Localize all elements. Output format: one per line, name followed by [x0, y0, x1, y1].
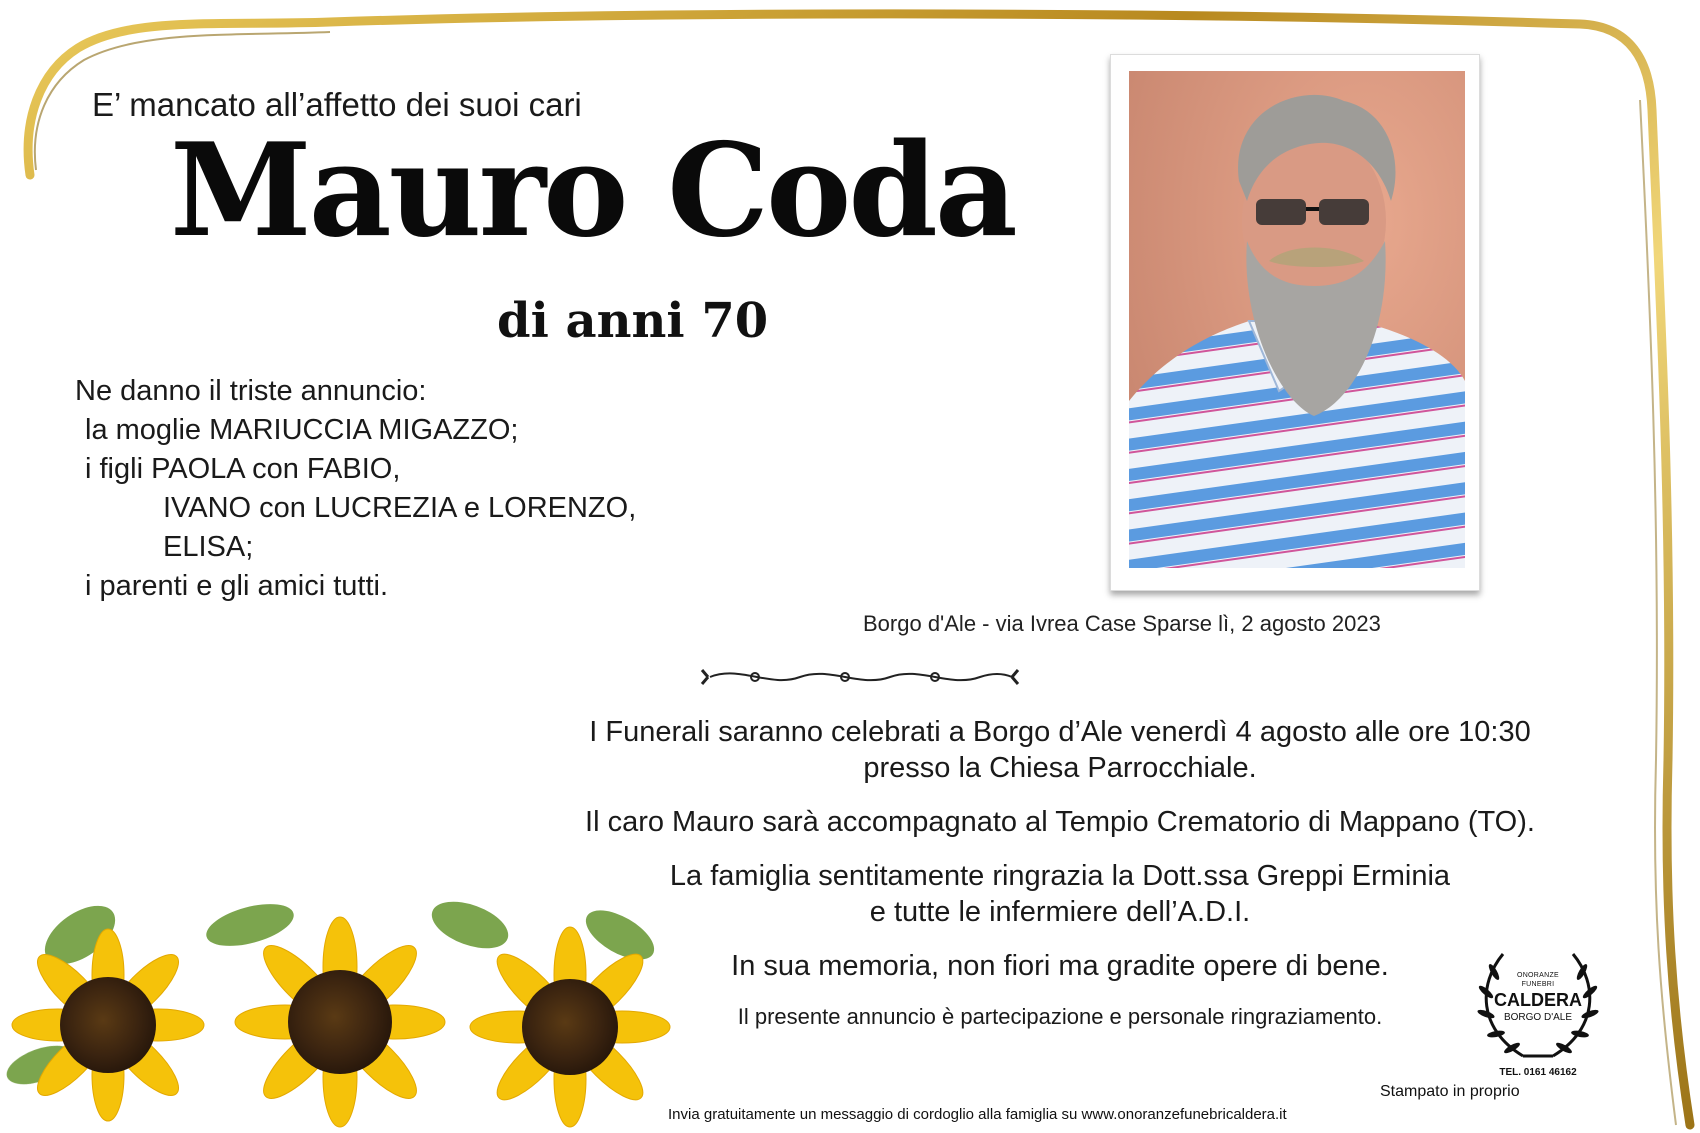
logo-town: BORGO D'ALE [1503, 1012, 1573, 1023]
funeral-line: I Funerali saranno celebrati a Borgo d’Ale venerdì 4 agosto alle ore 10:30 [589, 716, 1531, 748]
disclaimer-line: Il presente annuncio è partecipazione e personale ringraziamento. [737, 1004, 1383, 1029]
deceased-name: Mauro Coda [170, 116, 1015, 266]
sunflower-icon [470, 927, 670, 1127]
deceased-age: di anni 70 [497, 293, 769, 349]
thanks-line: e tutte le infermiere dell’A.D.I. [869, 896, 1251, 928]
sunflower-icon [235, 917, 445, 1127]
logo-brand: CALDERA [1494, 990, 1582, 1010]
printed-note: Stampato in proprio [1380, 1083, 1520, 1100]
family-line: ELISA; [163, 531, 254, 563]
funeral-line: presso la Chiesa Parrocchiale. [863, 752, 1257, 784]
family-line: i figli PAOLA con FABIO, [85, 453, 401, 485]
funeral-home-logo [1468, 944, 1608, 1082]
logo-telephone: TEL. 0161 46162 [1499, 1067, 1577, 1078]
footer-condolence-link-text: Invia gratuitamente un messaggio di cordoglio alla famiglia su www.onoranzefunebricaldera.it [668, 1106, 1287, 1123]
ornament-divider-icon [700, 660, 1020, 694]
family-line: Ne danno il triste annuncio: [75, 375, 427, 407]
logo-line-2: FUNEBRI [1521, 981, 1555, 988]
memory-line: In sua memoria, non fiori ma gradite opere di bene. [731, 950, 1389, 982]
logo-line-1: ONORANZE [1516, 972, 1560, 979]
family-line: i parenti e gli amici tutti. [85, 570, 389, 602]
funeral-notice [520, 714, 1600, 786]
place-and-date: Borgo d'Ale - via Ivrea Case Sparse lì, 2 agosto 2023 [863, 611, 1381, 636]
cremation-line: Il caro Mauro sarà accompagnato al Tempio Crematorio di Mappano (TO). [585, 806, 1535, 838]
family-line: IVANO con LUCREZIA e LORENZO, [163, 492, 637, 524]
sunflowers-decoration [0, 895, 690, 1133]
thanks-line: La famiglia sentitamente ringrazia la Dott.ssa Greppi Erminia [669, 860, 1451, 892]
family-announcement [75, 372, 636, 606]
intro-text: E’ mancato all’affetto dei suoi cari [92, 86, 582, 123]
portrait-photo [1129, 71, 1465, 568]
sunflower-icon [12, 929, 204, 1121]
cremation-notice [520, 804, 1600, 840]
family-line: la moglie MARIUCCIA MIGAZZO; [85, 414, 519, 446]
portrait-photo-frame [1110, 54, 1480, 591]
